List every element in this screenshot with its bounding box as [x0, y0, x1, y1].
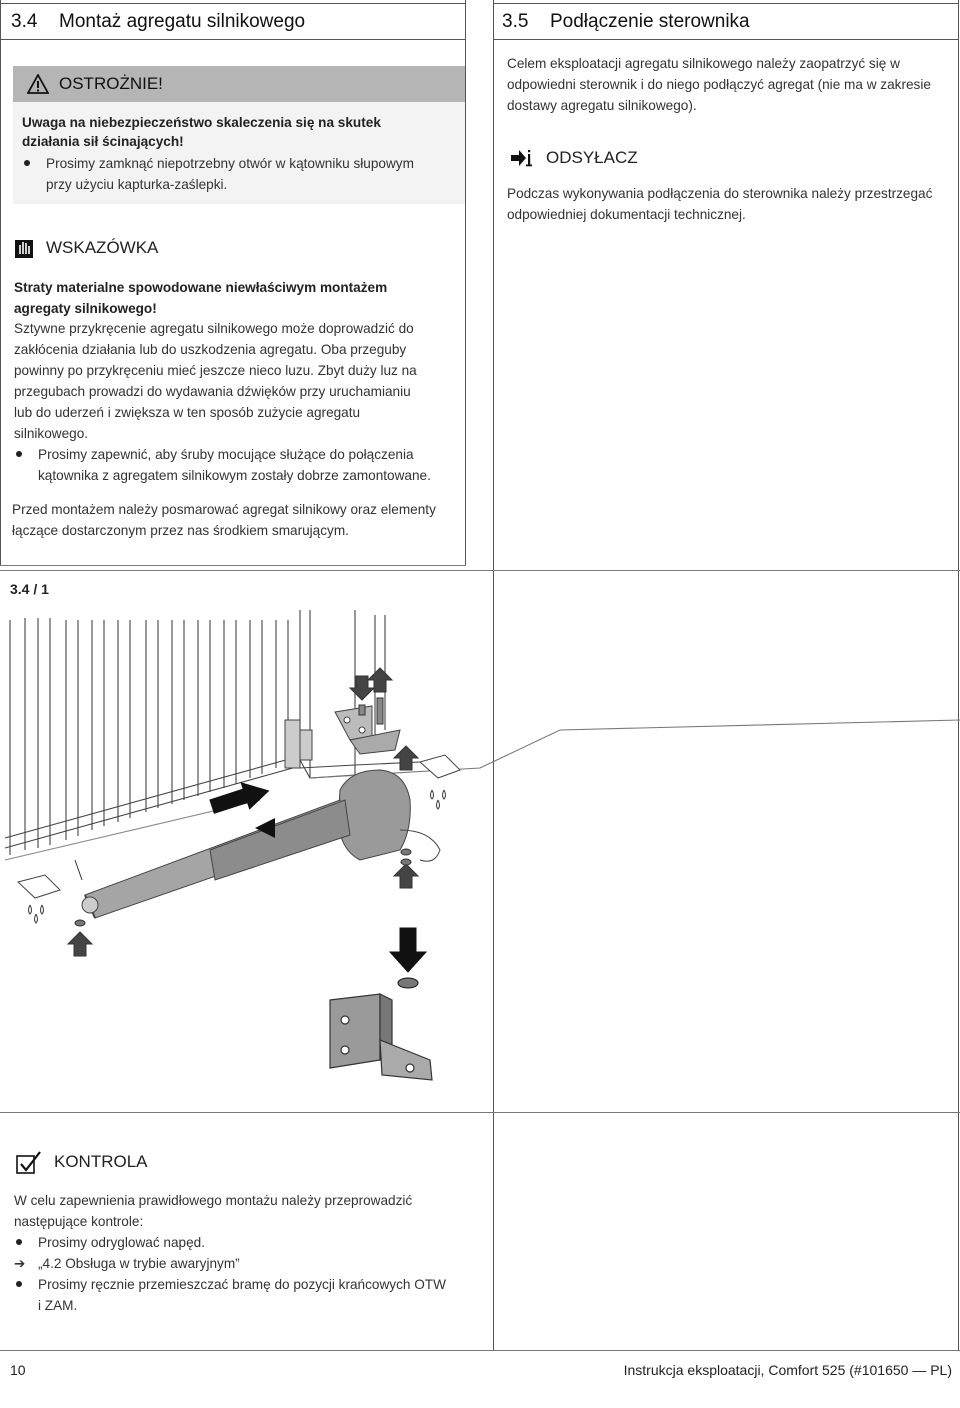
controller-intro — [507, 53, 931, 116]
lubrication-paragraph — [12, 499, 436, 541]
reference-label: ODSYŁACZ — [546, 148, 638, 167]
info-reference-icon — [510, 147, 534, 169]
left-column-border-right — [465, 0, 466, 565]
intro-line: dostawy agregatu silnikowego). — [507, 98, 697, 113]
check-bullet — [14, 1274, 446, 1316]
hint-label: WSKAZÓWKA — [46, 238, 159, 257]
gate-pickets — [10, 618, 288, 855]
gate-hinge — [285, 720, 312, 768]
left-column-bottom-line — [0, 565, 466, 566]
check-line: W celu zapewnienia prawidłowego montażu należy przeprowadzić — [14, 1193, 413, 1208]
intro-line: odpowiedni sterownik i do niego podłączyć agregat (nie ma w zakresie — [507, 77, 931, 92]
left-column-border — [0, 0, 1, 565]
hint-bullet-line: Prosimy zapewnić, aby śruby mocujące służące do połączenia — [38, 447, 414, 462]
caution-header — [13, 66, 465, 102]
hint-heading — [14, 237, 158, 259]
reference-line: Podczas wykonywania podłączenia do sterownika należy przestrzegać — [507, 186, 933, 201]
hint-line: silnikowego. — [14, 426, 89, 441]
caution-bold-line: działania sił ścinających! — [22, 134, 184, 149]
document-title: Instrukcja eksploatacji, Comfort 525 (#101650 — PL) — [623, 1362, 952, 1378]
check-arrow-item — [14, 1253, 446, 1274]
caution-bullet-line: przy użyciu kapturka-zaślepki. — [46, 177, 228, 192]
hint-bullet-line: kątownika z agregatem silnikowym zostały dobrze zamontowane. — [38, 468, 431, 483]
hint-line: lub do uderzeń i zwiększa w ten sposób zużycie agregatu — [14, 405, 361, 420]
caution-bold-text — [22, 112, 381, 152]
hint-line: przegubach prowadzi do wydawania dźwięków przy uruchamianiu — [14, 384, 411, 399]
para-line: łączące dostarczonym przez nas środkiem smarującym. — [12, 523, 349, 538]
figure-label: 3.4 / 1 — [10, 581, 49, 597]
check-bullet-text: i ZAM. — [38, 1298, 78, 1313]
section-heading: Podłączenie sterownika — [550, 10, 750, 32]
section-heading: Montaż agregatu silnikowego — [59, 10, 306, 32]
hint-line: Sztywne przykręcenie agregatu silnikowego może doprowadzić do — [14, 321, 414, 336]
hand-icon — [14, 237, 34, 259]
hint-bold-text — [14, 277, 387, 319]
hint-line: zakłócenia działania lub do uszkodzenia agregatu. Oba przeguby — [14, 342, 407, 357]
check-bullet-text: Prosimy odryglować napęd. — [38, 1235, 205, 1250]
para-line: Przed montażem należy posmarować agregat silnikowy oraz elementy — [12, 502, 436, 517]
check-bullet-text: Prosimy ręcznie przemieszczać bramę do pozycji krańcowych OTW — [38, 1277, 446, 1292]
figure-bottom-line — [0, 1112, 960, 1113]
reference-text — [507, 183, 932, 225]
caution-bullet — [22, 153, 414, 195]
page-number: 10 — [10, 1362, 26, 1378]
section-title-3-5 — [493, 3, 959, 40]
hint-bold-line: agregaty silnikowego! — [14, 301, 157, 316]
hint-bullet — [14, 444, 431, 486]
reference-line: odpowiedniej dokumentacji technicznej. — [507, 207, 746, 222]
checkmark-icon — [16, 1150, 42, 1174]
caution-bold-line: Uwaga na niebezpieczeństwo skaleczenia się na skutek — [22, 115, 381, 130]
check-arrow-text: „4.2 Obsługa w trybie awaryjnym” — [38, 1256, 240, 1271]
check-label: KONTROLA — [54, 1152, 148, 1171]
footer-line — [0, 1350, 960, 1351]
direction-arrows — [207, 774, 275, 838]
figure-top-line — [0, 570, 960, 571]
check-body — [14, 1190, 446, 1316]
check-line: następujące kontrole: — [14, 1214, 144, 1229]
intro-line: Celem eksploatacji agregatu silnikowego należy zaopatrzyć się w — [507, 56, 900, 71]
check-heading — [16, 1150, 148, 1174]
arrow-right-icon: ➔ — [14, 1256, 26, 1271]
check-bullet — [14, 1232, 446, 1253]
hint-bold-line: Straty materialne spowodowane niewłaściwym montażem — [14, 280, 388, 295]
post-bracket — [335, 706, 400, 754]
hint-body — [14, 318, 431, 486]
hint-line: powinny po przykręceniu mieć jeszcze nieco luzu. Zbyt duży luz na — [14, 363, 417, 378]
section-number: 3.4 — [11, 10, 38, 32]
warning-triangle-icon — [27, 74, 49, 94]
section-number: 3.5 — [502, 10, 529, 32]
reference-heading — [510, 147, 638, 169]
caution-bullet-line: Prosimy zamknąć niepotrzebny otwór w kątowniku słupowym — [46, 156, 414, 171]
cap-detail — [390, 928, 426, 988]
bracket-detail — [330, 994, 432, 1080]
caution-label: OSTROŻNIE! — [59, 74, 163, 93]
section-title-3-4 — [0, 3, 466, 40]
